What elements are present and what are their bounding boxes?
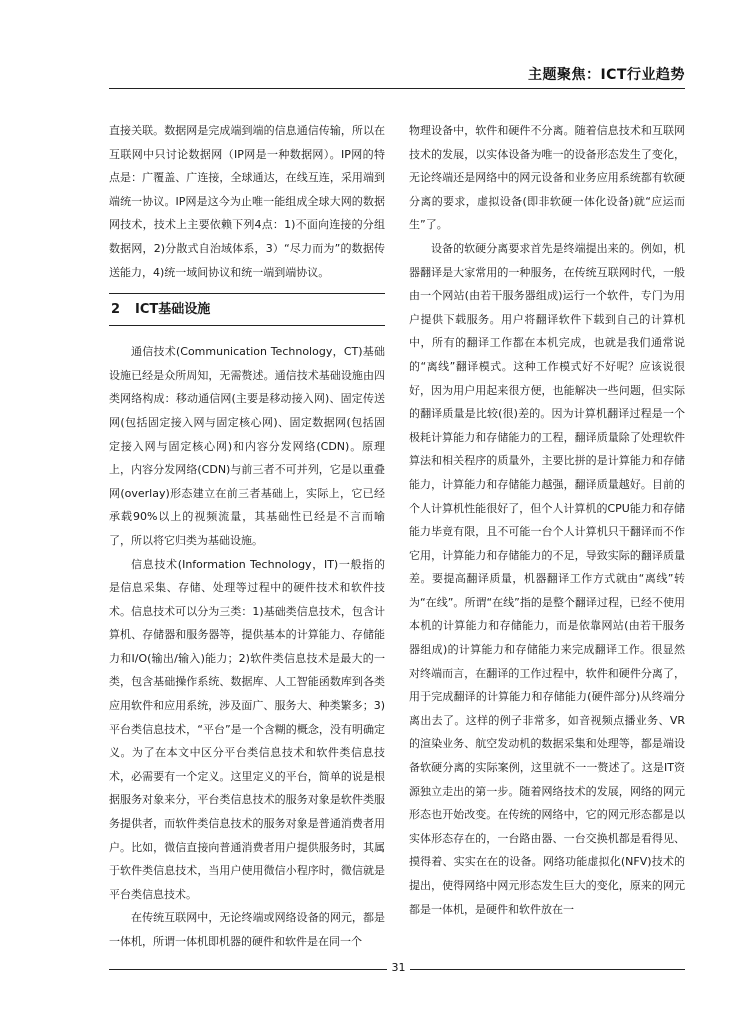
- section-number: 2: [111, 302, 121, 318]
- section-heading: [109, 294, 385, 325]
- running-header-title: 主题聚焦：ICT行业趋势: [527, 67, 685, 83]
- footer-rule-right: [410, 969, 685, 970]
- section-title: ICT基础设施: [135, 302, 211, 318]
- right-paragraph-1: 物理设备中，软件和硬件不分离。随着信息技术和互联网技术的发展，以实体设备为唯一的设备形态发生了变化，无论终端还是网络中的网元设备和业务应用系统都有软硬分离的要求，虚拟设备(即非软硬一体化设备)就“应运而生”了。: [409, 124, 685, 232]
- right-paragraph-2: 设备的软硬分离要求首先是终端提出来的。例如，机器翻译是大家常用的一种服务，在传统互联网时代，一般由一个网站(由若干服务器组成)运行一个软件，专门为用户提供下载服务。用户将翻译软件下载到自己的计算机中，所有的翻译工作都在本机完成，也就是我们通常说的“离线”翻译模式。这种工作模式好不好呢？应该说很好，因为用户用起来很方便，也能解决一些问题，但实际的翻译质量是比较(很)差的。因为计算机翻译过程是一个极耗计算能力和存储能力的工程，翻译质量除了处理软件算法和相关程序的质量外，主要比拼的是计算能力和存储能力，计算能力和存储能力越强，翻译质量越好。目前的个人计算机性能很好了，但个人计算机的CPU能力和存储能力毕竟有限，且不可能一台个人计算机只干翻译而不作它用，计算能力和存储能力的不足，导致实际的翻译质量差。要提高翻译质量，机器翻译工作方式就由“离线”转为“在线”。所谓“在线”指的是整个翻译过程，已经不使用本机的计算能力和存储能力，而是依靠网站(由若干服务器组成)的计算能力和存储能力来完成翻译工作。很显然对终端而言，在翻译的工作过程中，软件和硬件分离了，用于完成翻译的计算能力和存储能力(硬件部分)从终端分离出去了。这样的例子非常多，如音视频点播业务、VR的渲染业务、航空发动机的数据采集和处理等，都是端设备软硬分离的实际案例，这里就不一一赘述了。这是IT资源独立走出的第一步。随着网络技术的发展，网络的网元形态也开始改变。在传统的网络中，它的网元形态都是以实体形态存在的，一台路由器、一台交换机都是看得见、摸得着、实实在在的设备。网络功能虚拟化(NFV)技术的提出，使得网络中网元形态发生巨大的变化，原来的网元都是一体机，是硬件和软件放在一: [409, 241, 685, 916]
- left-paragraph-2: 通信技术(Communication Technology，CT)基础设施已经是众所周知，无需赘述。通信技术基础设施由四类网络构成：移动通信网(主要是移动接入网)、固定传送网(包括固定接入网与固定核心网)、固定数据网(包括固定接入网与固定核心网)和内容分发网络(CDN)。原理上，内容分发网络(CDN)与前三者不可并列，它是以重叠网(overlay)形态建立在前三者基础上，实际上，它已经承载90%以上的视频流量，其基础性已经是不言而喻了，所以将它归类为基础设施。: [109, 345, 385, 547]
- left-paragraph-3: 信息技术(Information Technology，IT)一般指的是信息采集、存储、处理等过程中的硬件技术和软件技术。信息技术可以分为三类：1)基础类信息技术，包含计算机、存储器和服务器等，提供基本的计算能力、存储能力和I/O(输出/输入)能力；2)软件类信息技术是最大的一类，包含基础操作系统、数据库、人工智能函数库到各类应用软件和应用系统，涉及面广、服务大、种类繁多；3)平台类信息技术，“平台”是一个含糊的概念，没有明确定义。为了在本文中区分平台类信息技术和软件类信息技术，必需要有一个定义。这里定义的平台，简单的说是根据服务对象来分，平台类信息技术的服务对象是软件类服务提供者，而软件类信息技术的服务对象是普通消费者用户。比如，微信直接向普通消费者用户提供服务时，其属于软件类信息技术，当用户使用微信小程序时，微信就是平台类信息技术。: [109, 557, 385, 901]
- section-rule-bottom: [109, 325, 385, 326]
- left-paragraph-1: 直接关联。数据网是完成端到端的信息通信传输，所以在互联网中只讨论数据网（IP网是一种数据网）。IP网的特点是：广覆盖、广连接，全球通达，在线互连，采用端到端统一协议。IP网是这今为止唯一能组成全球大网的数据网技术，技术上主要依赖下列4点：1)不面向连接的分组数据网，2)分散式自治域体系，3）“尽力而为”的数据传送能力，4)统一域间协议和统一端到端协议。: [109, 124, 385, 279]
- page-number: 31: [391, 961, 406, 974]
- footer-rule-left: [109, 969, 387, 970]
- header-rule: [109, 88, 685, 89]
- left-paragraph-4: 在传统互联网中，无论终端或网络设备的网元，都是一体机，所谓一体机即机器的硬件和软件是在同一个: [109, 911, 385, 948]
- right-column: [409, 119, 685, 921]
- left-column: [109, 119, 385, 954]
